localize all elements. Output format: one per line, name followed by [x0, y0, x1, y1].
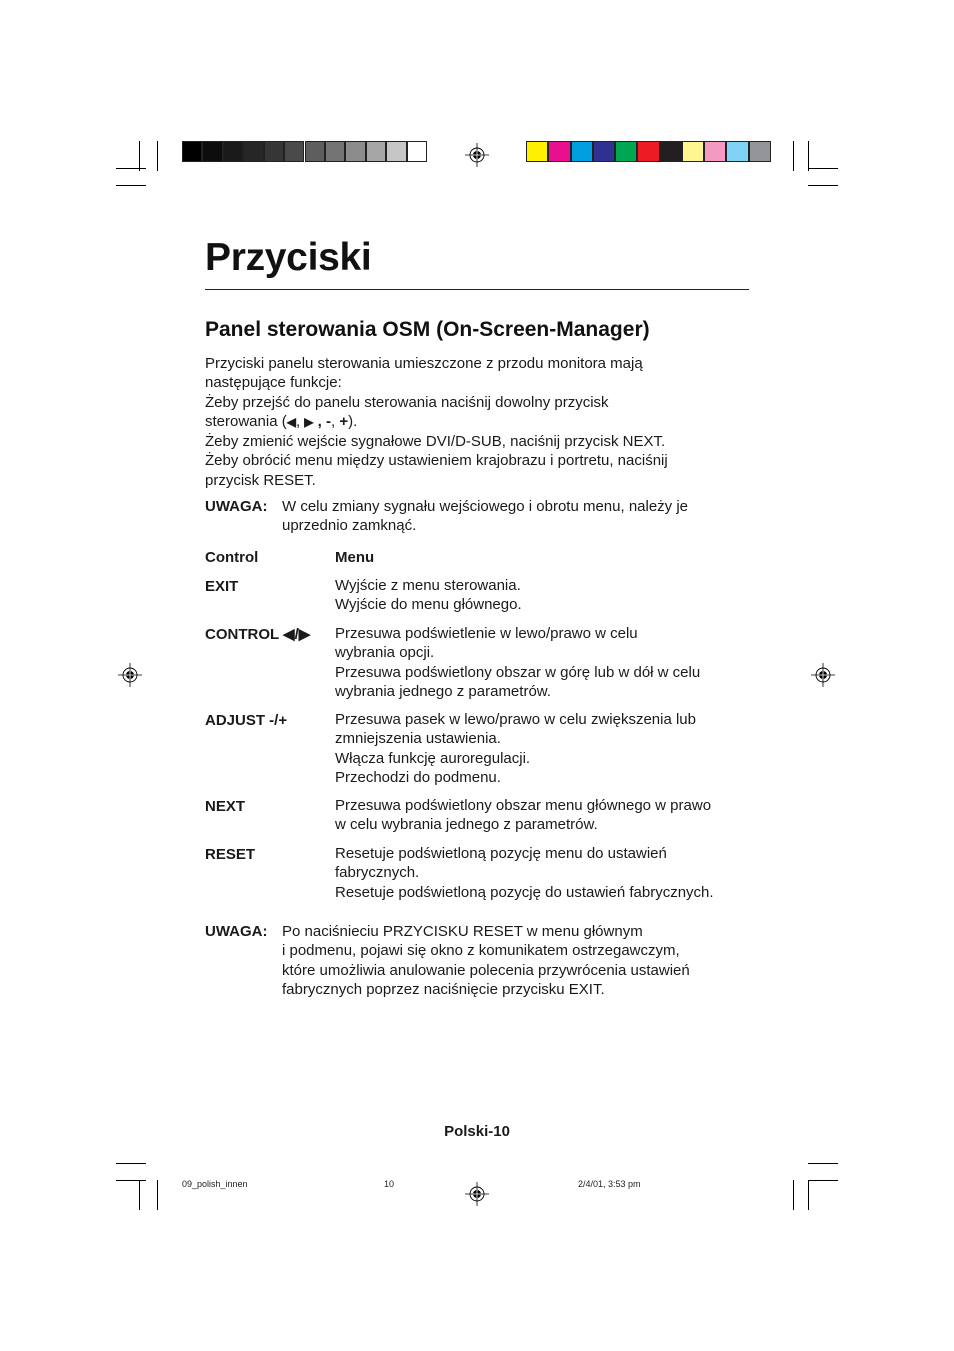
desc-line: Włącza funkcję auroregulacji. — [335, 749, 531, 767]
control-column-header: Control — [205, 549, 259, 566]
desc-line: w celu wybrania jednego z parametrów. — [335, 816, 598, 834]
right-arrow-icon: ▶ — [304, 414, 314, 429]
intro-prefix: sterowania ( — [205, 412, 287, 430]
note-label: UWAGA: — [205, 498, 268, 515]
color-swatch — [726, 141, 748, 162]
minus-button-symbol: - — [326, 412, 332, 430]
desc-line: Resetuje podświetloną pozycję do ustawień fabrycznych. — [335, 883, 714, 901]
desc-line: Wyjście do menu głównego. — [335, 596, 522, 614]
note-line: fabrycznych poprzez naciśnięcie przycisku EXIT. — [282, 980, 605, 998]
color-swatch — [660, 141, 682, 162]
note-line: które umożliwia anulowanie polecenia przywrócenia ustawień — [282, 961, 690, 979]
intro-line: Przyciski panelu sterowania umieszczone z przodu monitora mają — [205, 355, 643, 372]
desc-line: fabrycznych. — [335, 864, 420, 882]
menu-column-header: Menu — [335, 549, 375, 566]
note-label: UWAGA: — [205, 923, 268, 940]
registration-mark-icon — [118, 663, 142, 687]
grayscale-swatch — [325, 141, 345, 162]
note-line: i podmenu, pojawi się okno z komunikatem ostrzegawczym, — [282, 942, 680, 960]
registration-mark-icon — [811, 663, 835, 687]
intro-line: Żeby obrócić menu między ustawieniem krajobrazu i portretu, naciśnij — [205, 452, 668, 470]
desc-line: Przesuwa pasek w lewo/prawo w celu zwiększenia lub — [335, 711, 696, 728]
color-swatch — [682, 141, 704, 162]
plus-button-symbol: + — [339, 412, 349, 430]
desc-line: Wyjście z menu sterowania. — [335, 577, 521, 594]
desc-line: Przesuwa podświetlony obszar w górę lub w dół w celu — [335, 663, 701, 681]
note-text — [282, 497, 752, 536]
color-swatch — [749, 141, 771, 162]
slug-filename: 09_polish_innen — [182, 1179, 248, 1189]
grayscale-swatch — [407, 141, 427, 162]
desc-line: zmniejszenia ustawienia. — [335, 730, 501, 748]
grayscale-swatch — [264, 141, 284, 162]
desc-line: Przesuwa podświetlenie w lewo/prawo w celu — [335, 625, 638, 642]
control-desc-control — [335, 624, 755, 701]
control-desc-adjust — [335, 710, 755, 787]
grayscale-swatch — [182, 141, 202, 162]
desc-line: Przesuwa podświetlony obszar menu głównego w prawo — [335, 797, 712, 814]
control-desc-reset — [335, 844, 755, 902]
intro-line: następujące funkcje: — [205, 374, 342, 392]
grayscale-swatch — [366, 141, 386, 162]
intro-line: Żeby zmienić wejście sygnałowe DVI/D-SUB, naciśnij przycisk NEXT. — [205, 433, 666, 451]
left-arrow-icon: ◀ — [286, 414, 296, 429]
grayscale-swatch — [202, 141, 222, 162]
page-title: Przyciski — [205, 236, 372, 279]
desc-line: wybrania opcji. — [335, 644, 435, 662]
control-desc-next — [335, 796, 755, 835]
color-swatch — [593, 141, 615, 162]
color-swatch — [637, 141, 659, 162]
grayscale-swatch — [386, 141, 406, 162]
slug-page: 10 — [384, 1179, 395, 1189]
control-label-reset: RESET — [205, 846, 256, 863]
control-label-next: NEXT — [205, 798, 246, 815]
color-swatch — [571, 141, 593, 162]
grayscale-swatch — [284, 141, 304, 162]
grayscale-swatch — [243, 141, 263, 162]
note-text — [282, 922, 752, 999]
color-swatch — [704, 141, 726, 162]
grayscale-swatch — [305, 141, 325, 162]
registration-mark-icon — [465, 1182, 489, 1206]
desc-line: wybrania jednego z parametrów. — [335, 682, 551, 700]
desc-line: Resetuje podświetloną pozycję menu do ustawień — [335, 845, 667, 862]
note-line: W celu zmiany sygnału wejściowego i obrotu menu, należy je — [282, 498, 689, 515]
note-line: Po naciśnieciu PRZYCISKU RESET w menu głównym — [282, 923, 643, 940]
color-swatch — [526, 141, 548, 162]
intro-line: przycisk RESET. — [205, 471, 316, 489]
title-divider — [205, 289, 749, 290]
note-line: uprzednio zamknąć. — [282, 517, 417, 535]
section-heading: Panel sterowania OSM (On-Screen-Manager) — [205, 318, 650, 341]
control-label-exit: EXIT — [205, 578, 239, 595]
slug-timestamp: 2/4/01, 3:53 pm — [578, 1179, 641, 1189]
intro-paragraph — [205, 354, 668, 490]
desc-line: Przechodzi do podmenu. — [335, 768, 501, 786]
grayscale-swatch — [223, 141, 243, 162]
intro-line-buttons: sterowania (◀, ▶ , -, +). — [205, 412, 358, 430]
control-label-control: CONTROL ◀/▶ — [205, 626, 311, 643]
control-label-adjust: ADJUST -/+ — [205, 712, 288, 729]
intro-suffix: ). — [348, 412, 358, 430]
intro-line: Żeby przejść do panelu sterowania naciśnij dowolny przycisk — [205, 393, 609, 411]
grayscale-swatch — [345, 141, 365, 162]
color-swatch — [548, 141, 570, 162]
page-number: Polski-10 — [444, 1123, 510, 1140]
registration-mark-icon — [465, 143, 489, 167]
color-swatch — [615, 141, 637, 162]
control-desc-exit — [335, 576, 755, 615]
